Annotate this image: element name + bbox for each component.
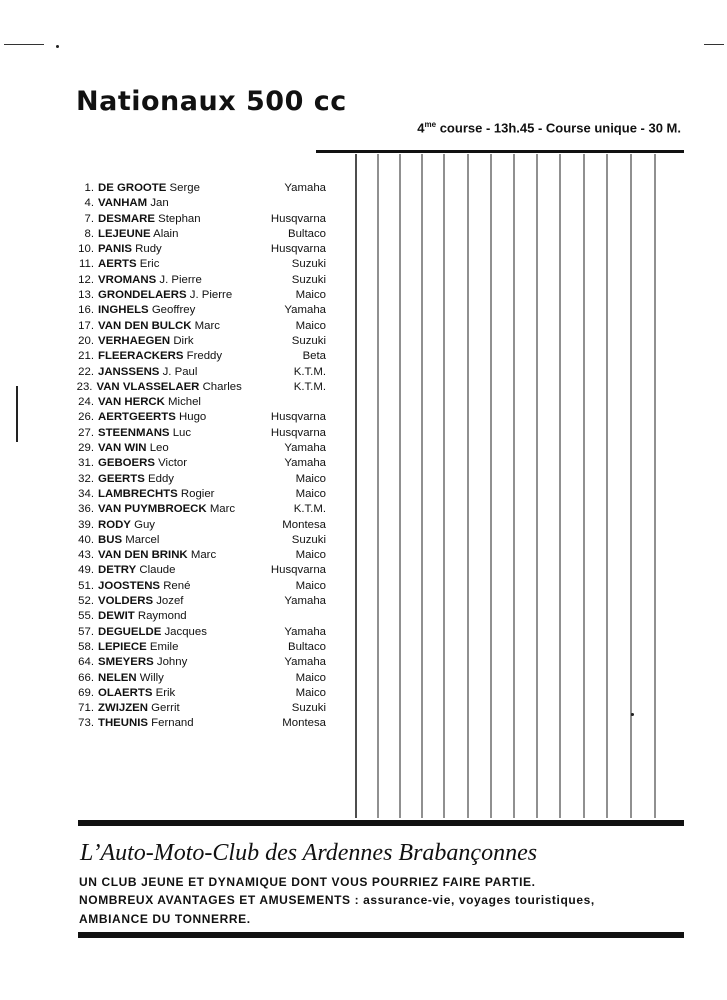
entry-row: [70, 502, 326, 517]
entry-row: [70, 594, 326, 609]
rider-name: [98, 472, 236, 487]
slogan-line-1: UN CLUB JEUNE ET DYNAMIQUE DONT VOUS POURRIEZ FAIRE PARTIE.: [79, 875, 536, 889]
entry-number: 49.: [78, 564, 94, 577]
rider-first-name: Johny: [156, 656, 188, 669]
rider-first-name: Jan: [150, 197, 169, 210]
rider-last-name: DEGUELDE: [98, 625, 162, 638]
rider-name: [98, 303, 236, 318]
entry-row: [70, 212, 326, 227]
rider-first-name: Charles: [202, 380, 242, 393]
entry-number: 69.: [78, 686, 94, 699]
rider-first-name: Marc: [194, 319, 220, 332]
rider-last-name: DE GROOTE: [98, 182, 167, 194]
entry-number: 17.: [78, 319, 94, 332]
entry-number: 4.: [84, 197, 94, 210]
rider-name: [98, 212, 236, 227]
motorcycle-make: Maico: [295, 579, 326, 592]
entry-row: [70, 548, 326, 563]
rider-name: [98, 625, 236, 640]
rider-first-name: Raymond: [137, 610, 187, 623]
entry-row: [70, 716, 326, 731]
rider-last-name: LEPIECE: [98, 640, 147, 653]
entry-number: 73.: [78, 717, 94, 730]
entry-row: [70, 579, 326, 594]
entry-number: 66.: [78, 671, 94, 684]
entry-number: 40.: [78, 533, 94, 546]
rider-first-name: Gerrit: [151, 702, 180, 715]
rider-first-name: Rogier: [180, 487, 215, 500]
motorcycle-make: Yamaha: [284, 442, 326, 455]
entry-row: [70, 181, 326, 196]
entry-number: 51.: [78, 579, 94, 592]
rider-last-name: DEWIT: [98, 610, 135, 623]
rider-last-name: ZWIJZEN: [98, 702, 148, 715]
motorcycle-make: Maico: [295, 686, 326, 699]
rider-name: [98, 196, 236, 211]
race-details: course - 13h.45 - Course unique - 30 M.: [436, 120, 681, 136]
entry-number: 32.: [78, 472, 94, 485]
entry-row: [70, 196, 326, 211]
entry-row: [70, 303, 326, 318]
motorcycle-make: K.T.M.: [293, 365, 326, 378]
entry-row: [70, 288, 326, 303]
rider-first-name: Luc: [172, 426, 192, 439]
entry-row: [70, 609, 326, 624]
entry-row: [70, 487, 326, 502]
rider-name: [98, 548, 236, 563]
entry-number: 20.: [78, 334, 94, 347]
motorcycle-make: Husqvarna: [270, 243, 326, 256]
motorcycle-make: Maico: [295, 319, 326, 332]
rider-name: [98, 456, 236, 471]
entry-number: 58.: [78, 640, 94, 653]
entry-number: 1.: [84, 182, 94, 194]
rider-first-name: J. Pierre: [189, 289, 233, 302]
rider-last-name: GRONDELAERS: [98, 289, 187, 302]
entry-row: [70, 686, 326, 701]
rider-last-name: GEBOERS: [98, 457, 155, 470]
entry-row: [70, 242, 326, 257]
rider-first-name: Claude: [139, 564, 176, 577]
rider-last-name: VANHAM: [98, 197, 148, 210]
rider-last-name: VAN DEN BULCK: [98, 319, 192, 332]
rider-first-name: Rudy: [135, 243, 162, 256]
rider-last-name: VERHAEGEN: [98, 334, 171, 347]
motorcycle-make: Husqvarna: [270, 564, 326, 577]
rider-first-name: Eddy: [148, 472, 174, 485]
rider-first-name: René: [163, 579, 191, 592]
rider-last-name: GEERTS: [98, 472, 145, 485]
entry-number: 11.: [79, 258, 94, 271]
slogan-line-3: AMBIANCE DU TONNERRE.: [79, 912, 251, 926]
motorcycle-make: Yamaha: [284, 304, 326, 317]
entry-number: 21.: [78, 350, 94, 363]
motorcycle-make: Suzuki: [291, 702, 326, 715]
rider-name: [98, 426, 236, 441]
rider-last-name: VOLDERS: [98, 595, 154, 608]
rider-name: [98, 288, 236, 303]
entry-number: 57.: [78, 625, 94, 638]
rider-last-name: LEJEUNE: [98, 227, 151, 240]
entry-list: [70, 181, 326, 732]
rider-name: [98, 227, 236, 242]
entry-row: [70, 257, 326, 272]
entry-row: [70, 273, 326, 288]
rider-last-name: NELEN: [98, 671, 137, 684]
entry-number: 36.: [78, 503, 94, 516]
motorcycle-make: Yamaha: [284, 656, 326, 669]
slogan-line-2: NOMBREUX AVANTAGES ET AMUSEMENTS : assurance-vie, voyages touristiques,: [79, 893, 595, 907]
rider-first-name: Stephan: [158, 212, 201, 225]
motorcycle-make: Maico: [295, 549, 326, 562]
rider-first-name: Emile: [149, 640, 179, 653]
entry-number: 12.: [78, 273, 94, 286]
rider-name: [98, 502, 236, 517]
entry-row: [70, 625, 326, 640]
entry-number: 27.: [78, 426, 94, 439]
entry-number: 64.: [78, 656, 94, 669]
entry-number: 29.: [78, 442, 94, 455]
motorcycle-make: Husqvarna: [270, 411, 326, 424]
entry-row: [70, 441, 326, 456]
entry-number: 31.: [78, 457, 94, 470]
entry-number: 7.: [84, 212, 94, 225]
motorcycle-make: Husqvarna: [270, 426, 326, 439]
entry-number: 43.: [78, 549, 94, 562]
entry-row: [70, 410, 326, 425]
motorcycle-make: Montesa: [282, 518, 326, 531]
entry-number: 16.: [78, 304, 94, 317]
footer-bottom-rule: [78, 932, 684, 938]
motorcycle-make: Maico: [295, 487, 326, 500]
rider-name: [98, 655, 236, 670]
rider-last-name: AERTGEERTS: [98, 411, 176, 424]
rider-name: [98, 716, 236, 731]
entry-row: [70, 701, 326, 716]
rider-last-name: VROMANS: [98, 273, 157, 286]
entry-number: 39.: [78, 518, 94, 531]
rider-name: [98, 563, 236, 578]
entry-number: 52.: [78, 595, 94, 608]
entry-row: [70, 655, 326, 670]
motorcycle-make: Husqvarna: [270, 212, 326, 225]
entry-row: [70, 319, 326, 334]
motorcycle-make: Suzuki: [291, 334, 326, 347]
rider-name: [98, 671, 236, 686]
entry-number: 13.: [78, 289, 94, 302]
rider-last-name: PANIS: [98, 243, 132, 256]
motorcycle-make: Bultaco: [288, 227, 326, 240]
rider-name: [98, 518, 236, 533]
rider-name: [98, 410, 236, 425]
entry-number: 34.: [78, 487, 94, 500]
rider-last-name: OLAERTS: [98, 686, 153, 699]
entry-row: [70, 472, 326, 487]
rider-first-name: Dirk: [173, 334, 194, 347]
rider-last-name: VAN DEN BRINK: [98, 549, 188, 562]
rider-name: [98, 640, 236, 655]
rider-name: [98, 365, 236, 380]
rider-last-name: RODY: [98, 518, 131, 531]
entry-number: 8.: [84, 227, 94, 240]
rider-first-name: Serge: [169, 182, 200, 194]
rider-last-name: JOOSTENS: [98, 579, 161, 592]
rider-last-name: VAN WIN: [98, 442, 147, 455]
rider-first-name: Willy: [139, 671, 164, 684]
rider-last-name: LAMBRECHTS: [98, 487, 178, 500]
motorcycle-make: Maico: [295, 671, 326, 684]
rider-name: [98, 701, 236, 716]
rider-name: [98, 349, 236, 364]
rider-first-name: J. Paul: [162, 365, 198, 378]
rider-name: [98, 257, 236, 272]
entry-row: [70, 349, 326, 364]
rider-name: [98, 487, 236, 502]
rider-name: [98, 533, 236, 548]
entry-row: [70, 640, 326, 655]
rider-name: [98, 594, 236, 609]
rider-name: [98, 395, 236, 410]
rider-last-name: VAN HERCK: [98, 396, 165, 409]
motorcycle-make: K.T.M.: [293, 380, 326, 393]
entry-number: 55.: [78, 610, 94, 623]
rider-last-name: FLEERACKERS: [98, 350, 184, 363]
motorcycle-make: Maico: [295, 472, 326, 485]
entry-row: [70, 456, 326, 471]
rider-first-name: Freddy: [186, 350, 223, 363]
rider-last-name: STEENMANS: [98, 426, 170, 439]
rider-first-name: Fernand: [151, 717, 194, 730]
rider-first-name: Eric: [139, 258, 160, 271]
rider-last-name: SMEYERS: [98, 656, 154, 669]
rider-first-name: Michel: [168, 396, 201, 409]
entry-row: [70, 380, 326, 395]
entry-row: [70, 671, 326, 686]
race-number-suffix: me: [424, 120, 437, 129]
motorcycle-make: Yamaha: [284, 625, 326, 638]
footer-top-rule: [78, 820, 684, 826]
motorcycle-make: K.T.M.: [293, 503, 326, 516]
rider-name: [98, 273, 236, 288]
rider-name: [96, 380, 241, 395]
rider-name: [98, 242, 236, 257]
motorcycle-make: Bultaco: [288, 640, 326, 653]
page-title: Nationaux 500 cc: [76, 86, 347, 117]
entry-row: [70, 563, 326, 578]
motorcycle-make: Yamaha: [284, 595, 326, 608]
entry-row: [70, 395, 326, 410]
rider-first-name: Hugo: [179, 411, 207, 424]
rider-last-name: INGHELS: [98, 304, 149, 317]
rider-name: [98, 334, 236, 349]
rider-first-name: Marc: [209, 503, 236, 516]
entry-row: [70, 518, 326, 533]
motorcycle-make: Yamaha: [284, 182, 326, 194]
rider-first-name: Marc: [190, 549, 217, 562]
rider-name: [98, 579, 236, 594]
rider-name: [98, 609, 236, 624]
motorcycle-make: Yamaha: [284, 457, 326, 470]
entry-number: 23.: [76, 380, 93, 393]
entry-row: [70, 227, 326, 242]
rider-first-name: Jacques: [164, 625, 207, 638]
entry-number: 26.: [78, 411, 94, 424]
rider-name: [98, 181, 236, 196]
rider-name: [98, 441, 236, 456]
rider-last-name: THEUNIS: [98, 717, 148, 730]
rider-last-name: VAN VLASSELAER: [96, 380, 200, 393]
rider-last-name: DESMARE: [98, 212, 155, 225]
rider-first-name: Leo: [149, 442, 169, 455]
rider-first-name: Geoffrey: [151, 304, 196, 317]
rider-last-name: DETRY: [98, 564, 137, 577]
rider-first-name: Jozef: [156, 595, 184, 608]
motorcycle-make: Suzuki: [291, 273, 326, 286]
rider-first-name: Alain: [153, 227, 179, 240]
entry-row: [70, 426, 326, 441]
entry-number: 71.: [78, 702, 94, 715]
rider-first-name: Victor: [158, 457, 188, 470]
rider-last-name: VAN PUYMBROECK: [98, 503, 207, 516]
entry-row: [70, 334, 326, 349]
motorcycle-make: Suzuki: [291, 533, 326, 546]
rider-name: [98, 319, 236, 334]
rider-first-name: Guy: [134, 518, 155, 531]
entry-number: 24.: [78, 396, 94, 409]
motorcycle-make: Suzuki: [291, 258, 326, 271]
rider-last-name: JANSSENS: [98, 365, 160, 378]
motorcycle-make: Montesa: [282, 717, 326, 730]
race-number: 4: [417, 120, 425, 136]
rider-last-name: AERTS: [98, 258, 137, 271]
rider-last-name: BUS: [98, 533, 123, 546]
entry-number: 22.: [78, 365, 94, 378]
club-name: L’Auto-Moto-Club des Ardennes Brabançonnes: [80, 840, 538, 866]
entry-row: [70, 533, 326, 548]
rider-first-name: Erik: [155, 686, 176, 699]
rider-first-name: Marcel: [125, 533, 160, 546]
rider-first-name: J. Pierre: [159, 273, 202, 286]
entry-row: [70, 365, 326, 380]
motorcycle-make: Beta: [302, 350, 326, 363]
motorcycle-make: Maico: [295, 289, 326, 302]
entry-number: 10.: [78, 243, 94, 256]
rider-name: [98, 686, 236, 701]
